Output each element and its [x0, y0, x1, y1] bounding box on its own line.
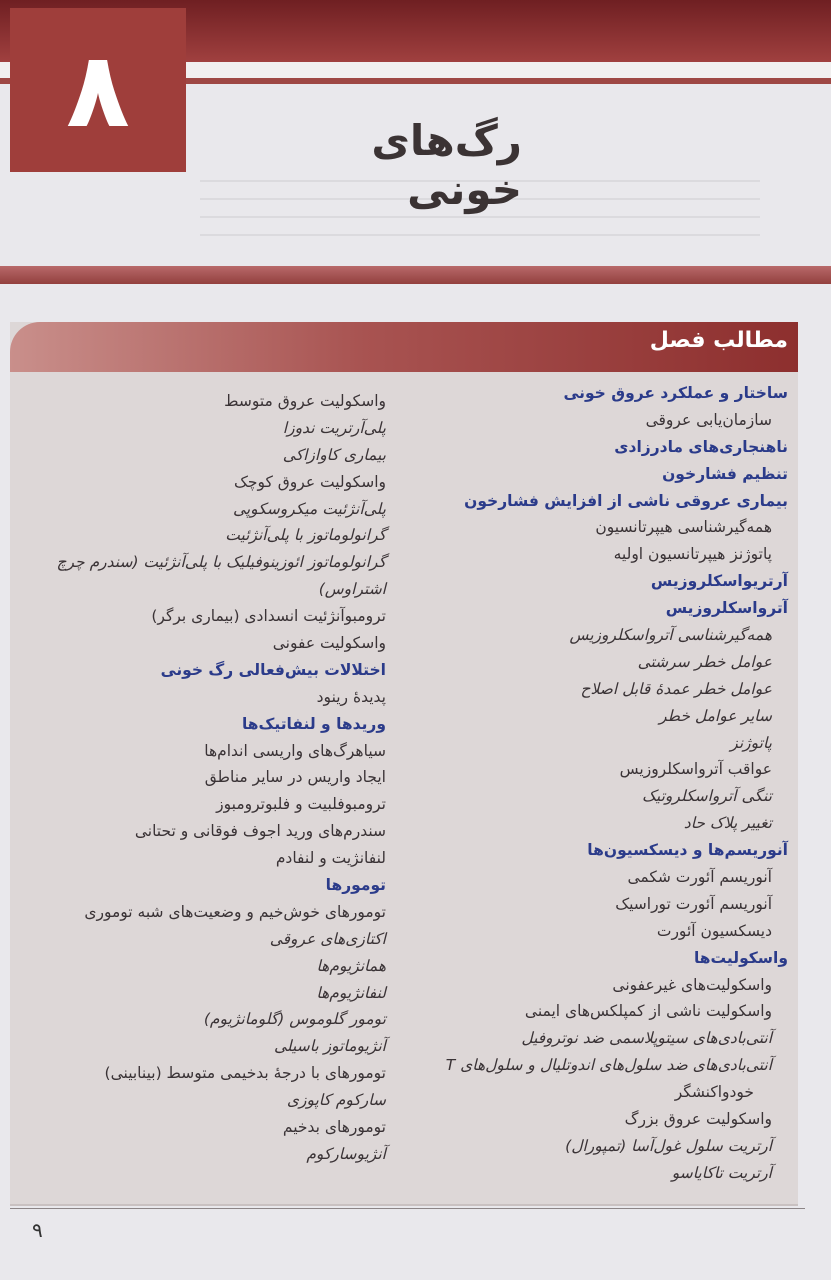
contents-title: مطالب فصل	[649, 328, 788, 353]
toc-entry: دیسکسیون آئورت	[656, 921, 772, 940]
toc-entry: ترومبوآنژئیت انسدادی (بیماری برگر)	[151, 607, 386, 626]
toc-entry: واسکولیت عروق بزرگ	[624, 1110, 772, 1129]
contents-right-column	[418, 380, 788, 1187]
toc-entry: واسکولیت عروق متوسط	[224, 392, 386, 410]
toc-heading: ناهنجاری‌های مادرزادی	[614, 437, 788, 456]
toc-entry: پدیدهٔ رینود	[316, 687, 386, 706]
toc-entry: پلی‌آنژئیت میکروسکوپی	[232, 499, 386, 518]
toc-heading: وریدها و لنفاتیک‌ها	[241, 714, 386, 733]
toc-entry: همانژیوم‌ها	[316, 956, 386, 975]
toc-entry: عوامل خطر عمدهٔ قابل اصلاح	[580, 679, 772, 698]
toc-entry: آرتریت سلول غول‌آسا (تمپورال)	[565, 1136, 772, 1155]
toc-entry: واسکولیت‌های غیرعفونی	[612, 975, 772, 994]
toc-entry: سندرم‌های ورید اجوف فوقانی و تحتانی	[134, 822, 386, 841]
toc-entry: سایر عوامل خطر	[659, 706, 772, 725]
bleed-through-texture	[200, 180, 760, 250]
contents-left-column	[10, 388, 386, 1168]
toc-entry: تومور گلوموس (گلومانژیوم)	[203, 1010, 386, 1029]
toc-entry: تومورهای بدخیم	[282, 1118, 386, 1137]
toc-entry: آنتی‌بادی‌های سیتوپلاسمی ضد نوتروفیل	[521, 1029, 772, 1048]
chapter-number-box	[10, 8, 186, 172]
toc-heading: آرتریواسکلروزیس	[650, 572, 788, 591]
toc-entry: خودواکنشگر	[674, 1083, 754, 1102]
toc-entry: همه‌گیرشناسی هیپرتانسیون	[595, 518, 772, 537]
toc-entry: تومورهای با درجهٔ بدخیمی متوسط (بینابینی)	[104, 1064, 386, 1083]
toc-heading: اختلالات بیش‌فعالی رگ خونی	[160, 660, 386, 679]
toc-heading: آترواسکلروزیس	[665, 599, 788, 618]
toc-heading: ساختار و عملکرد عروق خونی	[563, 384, 788, 402]
toc-entry: ترومبوفلبیت و فلبوترومبوز	[216, 795, 386, 814]
toc-entry: لنفانژیوم‌ها	[316, 983, 386, 1002]
toc-entry: اکتازی‌های عروقی	[269, 929, 386, 948]
toc-entry: آنژیوسارکوم	[306, 1144, 386, 1163]
toc-entry: سارکوم کاپوزی	[286, 1091, 386, 1110]
chapter-title: رگ‌های خونی	[371, 116, 522, 214]
toc-entry: بیماری کاوازاکی	[282, 445, 386, 464]
toc-heading: تنظیم فشارخون	[662, 464, 788, 483]
toc-entry: واسکولیت ناشی از کمپلکس‌های ایمنی	[524, 1002, 772, 1021]
toc-entry: سازمان‌یابی عروقی	[645, 410, 772, 429]
toc-entry: تومورهای خوش‌خیم و وضعیت‌های شبه توموری	[84, 902, 386, 921]
toc-entry: عواقب آترواسکلروزیس	[619, 760, 772, 779]
toc-entry: همه‌گیرشناسی آترواسکلروزیس	[569, 626, 772, 645]
toc-entry: واسکولیت عفونی	[272, 634, 386, 653]
toc-entry: واسکولیت عروق کوچک	[234, 472, 386, 491]
toc-heading: تومورها	[325, 876, 386, 895]
toc-entry: ایجاد واریس در سایر مناطق	[204, 768, 386, 787]
title-underline-rule	[0, 266, 831, 284]
footer-rule	[10, 1208, 805, 1209]
toc-entry: گرانولوماتوز ائوزینوفیلیک با پلی‌آنژئیت (سندرم چرچ	[56, 553, 386, 572]
toc-entry: پلی‌آرتریت ندوزا	[282, 418, 386, 437]
toc-heading: واسکولیت‌ها	[693, 948, 788, 967]
chapter-number: ۸	[66, 29, 130, 151]
contents-header	[10, 322, 798, 372]
toc-entry: آنوریسم آئورت شکمی	[627, 868, 772, 887]
toc-entry: عوامل خطر سرشتی	[637, 652, 772, 671]
toc-entry: پاتوژنز	[730, 733, 772, 752]
page-number: ۹	[32, 1218, 43, 1242]
contents-panel	[10, 322, 798, 1206]
toc-entry: آنوریسم آئورت توراسیک	[615, 894, 772, 913]
toc-heading: بیماری عروقی ناشی از افزایش فشارخون	[464, 491, 788, 510]
toc-entry: گرانولوماتوز با پلی‌آنژئیت	[225, 526, 386, 545]
toc-entry: تنگی آترواسکلروتیک	[642, 787, 772, 806]
toc-entry: آنتی‌بادی‌های ضد سلول‌های اندوتلیال و سلول‌های T	[445, 1056, 772, 1075]
toc-entry: اشتراوس)	[318, 580, 386, 599]
toc-entry: پاتوژنز هیپرتانسیون اولیه	[613, 545, 772, 564]
toc-entry: آرتریت تاکایاسو	[671, 1163, 772, 1182]
toc-entry: سیاهرگ‌های واریسی اندام‌ها	[204, 741, 386, 760]
toc-entry: تغییر پلاک حاد	[683, 814, 772, 833]
toc-entry: لنفانژیت و لنفادم	[275, 849, 386, 868]
toc-heading: آنوریسم‌ها و دیسکسیون‌ها	[587, 841, 788, 860]
toc-entry: آنژیوماتوز باسیلی	[273, 1037, 386, 1056]
